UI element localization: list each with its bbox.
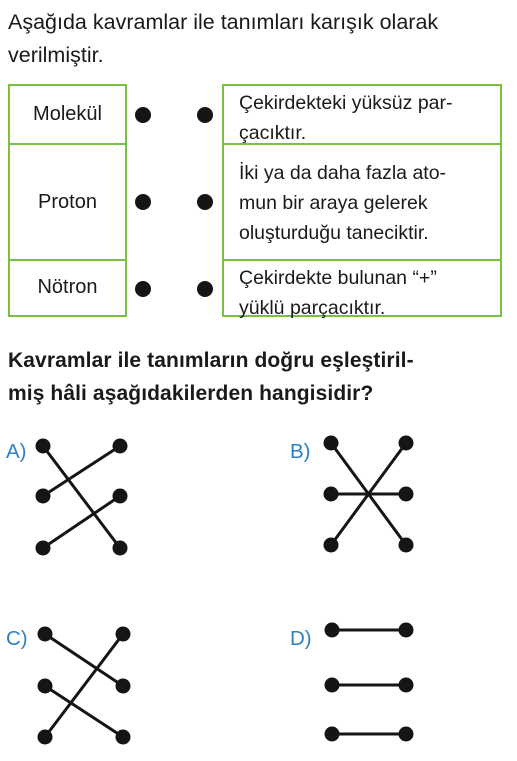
match-line [43, 446, 120, 548]
option-dot [38, 730, 53, 745]
option-b-diagram [324, 436, 414, 553]
option-d-diagram [325, 623, 414, 742]
option-dot [38, 679, 53, 694]
concept-label: Molekül [33, 103, 102, 125]
option-label-c[interactable]: C) [6, 627, 28, 650]
option-dot [324, 436, 339, 451]
match-line [45, 686, 123, 737]
intro-text: Aşağıda kavramlar ile tanımları karışık olarak verilmiştir. [8, 10, 439, 67]
option-dot [116, 730, 131, 745]
definition-line: İki ya da daha fazla ato- [239, 162, 447, 184]
definition-line: yüklü parçacıktır. [239, 297, 386, 319]
option-dot [399, 487, 414, 502]
option-dot [399, 436, 414, 451]
definition-line: oluşturduğu taneciktir. [239, 222, 429, 244]
match-line [45, 634, 123, 686]
definition-line: mun bir araya gelerek [239, 192, 428, 214]
option-dot [113, 541, 128, 556]
option-dot [113, 439, 128, 454]
concept-label: Proton [38, 190, 97, 213]
option-dot [325, 678, 340, 693]
definition-line: Çekirdekteki yüksüz par- [239, 92, 453, 114]
option-label-a[interactable]: A) [6, 440, 27, 463]
option-dot [399, 727, 414, 742]
option-dot [113, 489, 128, 504]
option-dot [38, 627, 53, 642]
option-label-d[interactable]: D) [290, 627, 312, 650]
option-dot [324, 538, 339, 553]
option-dot [399, 678, 414, 693]
option-dot [116, 627, 131, 642]
match-line [43, 446, 120, 496]
option-label-b[interactable]: B) [290, 440, 311, 463]
option-dot [36, 439, 51, 454]
option-dot [36, 489, 51, 504]
match-line [45, 634, 123, 737]
option-dot [36, 541, 51, 556]
option-dot [399, 538, 414, 553]
option-dot [399, 623, 414, 638]
option-dot [116, 679, 131, 694]
definition-line: Çekirdekte bulunan “+” [239, 267, 437, 289]
match-line [43, 496, 120, 548]
option-a-diagram [36, 439, 128, 556]
question-line: Kavramlar ile tanımların doğru eşleştiril- [8, 349, 414, 372]
concept-label: Nötron [37, 276, 98, 298]
definition-line: çacıktır. [239, 122, 307, 144]
option-dot [325, 727, 340, 742]
option-dot [325, 623, 340, 638]
question-line: miş hâli aşağıdakilerden hangisidir? [8, 382, 374, 405]
option-c-diagram [38, 627, 131, 745]
option-dot [324, 487, 339, 502]
